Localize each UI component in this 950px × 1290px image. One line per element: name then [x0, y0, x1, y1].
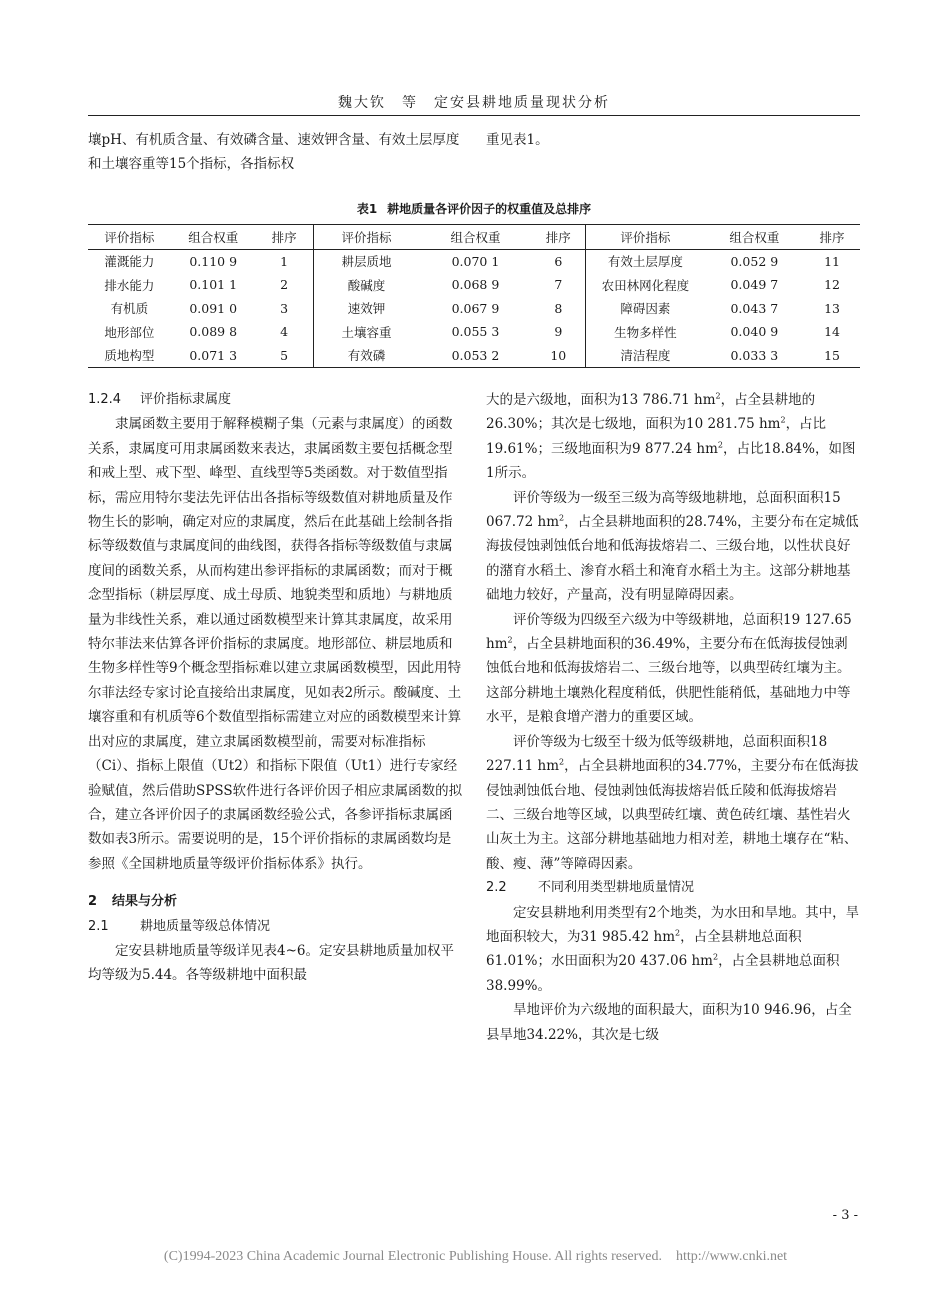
- table-row: [88, 320, 860, 344]
- superscript: 2: [715, 391, 721, 401]
- section-heading-1-2-4: [88, 388, 463, 412]
- table-cell: 灌溉能力: [104, 254, 155, 270]
- paragraph-medium-grade: [486, 608, 861, 730]
- table-cell: 14: [824, 324, 840, 340]
- superscript: 2: [559, 757, 565, 767]
- table-cell: 有效磷: [313, 344, 419, 368]
- table-header-cell: 评价指标: [104, 229, 155, 245]
- table-row: [88, 344, 860, 368]
- section-heading-2-2: [486, 876, 861, 900]
- table-cell: 11: [824, 253, 840, 269]
- table-cell: 0.043 7: [730, 300, 779, 316]
- table-cell: 0.070 1: [451, 253, 500, 269]
- table-cell: 2: [280, 277, 289, 293]
- table-cell: 0.049 7: [730, 277, 779, 293]
- top-text-right: [486, 128, 861, 152]
- table1-number: 表1: [356, 202, 378, 216]
- superscript: 2: [507, 635, 513, 645]
- table-cell: 1: [280, 253, 289, 269]
- left-column: [88, 388, 463, 988]
- table-header-row: [88, 225, 860, 250]
- table-cell: 0.052 9: [730, 253, 779, 269]
- table-cell: 10: [550, 347, 567, 363]
- text-run: 评价等级为七级至十级为低等级耕地，总面积面积18 227.11 hm: [486, 733, 828, 775]
- table-cell: 排水能力: [104, 277, 155, 293]
- text-run: 评价等级为一级至三级为高等级地耕地，总面积面积15 067.72 hm: [486, 489, 841, 531]
- paragraph-dryland: 旱地评价为六级地的面积最大，面积为10 946.96，占全县旱地34.22%，其次是七级: [486, 1002, 852, 1043]
- superscript: 2: [675, 928, 681, 938]
- table-cell: 9: [554, 324, 563, 340]
- text-run: ，占全县耕地总面积61.01%；水田面积为20 437.06 hm: [486, 928, 802, 970]
- table-cell: 0.053 2: [451, 347, 500, 363]
- text-run: ，占全县耕地面积的28.74%，主要分布在定城低海拔侵蚀剥蚀低台地和低海拔熔岩二、三级台地，以性状良好的潴育水稻土、渗育水稻土和淹育水稻土为主。这部分耕地基础地力较好，产量高，没有明显障碍因素。: [486, 514, 859, 604]
- paragraph-land-use: [486, 901, 861, 999]
- text-run: 定安县耕地利用类型有2个地类，为水田和旱地。其中，旱地面积较大，为31 985.42 hm: [486, 904, 860, 945]
- table-cell: 有效土层厚度: [586, 249, 705, 273]
- table-cell: 0.055 3: [451, 324, 500, 340]
- table1-caption: [88, 200, 860, 217]
- table-cell: 0.071 3: [189, 347, 238, 363]
- section-title: 结果与分析: [112, 894, 178, 910]
- section-number: 2: [88, 894, 98, 910]
- section-heading-2-1: [88, 915, 463, 939]
- table-cell: 地形部位: [104, 324, 155, 340]
- table-cell: 酸碱度: [313, 273, 419, 297]
- table-row: [88, 249, 860, 273]
- superscript: 2: [717, 440, 723, 450]
- text-run: 大的是六级地，面积为13 786.71 hm: [486, 392, 716, 408]
- section-title: 不同利用类型耕地质量情况: [538, 880, 695, 896]
- superscript: 2: [559, 513, 565, 523]
- table-cell: 6: [554, 253, 563, 269]
- text-run: ，占比18.84%，如图1所示。: [486, 440, 856, 482]
- table-cell: 生物多样性: [586, 320, 705, 344]
- table-cell: 耕层质地: [313, 249, 419, 273]
- table-cell: 0.101 1: [189, 277, 238, 293]
- weights-table: [88, 224, 860, 368]
- table-cell: 3: [280, 300, 289, 316]
- text-run: ，占全县耕地面积的34.77%，主要分布在低海拔侵蚀剥蚀低台地、侵蚀剥蚀低海拔熔岩低丘陵和低海拔熔岩二、三级台地等区域，以典型砖红壤、黄色砖红壤、基性岩火山灰土为主。这部分耕地基础地力相对差，耕地土壤存在“粘、酸、瘦、薄”等障碍因素。: [486, 758, 859, 872]
- table-cell: 7: [554, 277, 563, 293]
- table-row: [88, 297, 860, 321]
- table-cell: 0.067 9: [451, 300, 500, 316]
- table-header-cell: 排序: [271, 229, 297, 245]
- table-cell: 0.091 0: [189, 300, 238, 316]
- table-cell: 15: [824, 347, 840, 363]
- paragraph-low-grade: [486, 730, 861, 876]
- table-cell: 0.110 9: [189, 253, 238, 269]
- top-paragraph-right: 重见表1。: [486, 132, 549, 148]
- paragraph-overall-grade: 定安县耕地质量等级详见表4~6。定安县耕地质量加权平均等级为5.44。各等级耕地中面积最: [88, 942, 454, 984]
- header-authors: 魏大钦 等: [338, 95, 418, 111]
- text-run: ，占全县耕地的26.30%；其次是七级地，面积为10 281.75 hm: [486, 392, 816, 433]
- table-row: [88, 273, 860, 297]
- table-header-cell: 排序: [819, 229, 845, 245]
- table-header-cell: 组合权重: [729, 229, 780, 245]
- table-header-cell: 组合权重: [450, 229, 501, 245]
- table-cell: 质地构型: [104, 348, 155, 364]
- table1-caption-text: 耕地质量各评价因子的权重值及总排序: [387, 202, 592, 216]
- section-title: 耕地质量等级总体情况: [140, 918, 271, 934]
- table-cell: 0.089 8: [189, 324, 238, 340]
- right-column: [486, 388, 861, 1047]
- table-cell: 0.033 3: [730, 347, 779, 363]
- text-run: ，占全县耕地面积的36.49%，主要分布在低海拔侵蚀剥蚀低台地和低海拔熔岩二、三级台地等，以典型砖红壤为主。这部分耕地土壤熟化程度稍低，供肥性能稍低，基础地力中等水平，是粮食增产潜力的重要区域。: [486, 636, 851, 726]
- table-cell: 有机质: [110, 301, 149, 317]
- copyright-footer: (C)1994-2023 China Academic Journal Electronic Publishing House. All rights reserved. http://www.cnki.net: [163, 1249, 788, 1264]
- section-title: 评价指标隶属度: [140, 392, 232, 407]
- header-rule: [88, 115, 860, 116]
- table-cell: 0.040 9: [730, 324, 779, 340]
- paragraph-grade-areas: [486, 388, 861, 486]
- superscript: 2: [780, 415, 786, 425]
- section-number: 1.2.4: [88, 392, 122, 407]
- table-cell: 速效钾: [313, 297, 419, 321]
- table-cell: 13: [824, 300, 840, 316]
- section-number: 2.2: [486, 880, 507, 896]
- top-text-left: [88, 128, 463, 177]
- section-number: 2.1: [88, 918, 109, 934]
- table-cell: 8: [554, 300, 563, 316]
- table-cell: 障碍因素: [586, 297, 705, 321]
- table-header-cell: 组合权重: [188, 229, 239, 245]
- table-header-cell: 排序: [545, 229, 571, 245]
- paragraph-membership: 隶属函数主要用于解释模糊子集（元素与隶属度）的函数关系，隶属度可用隶属函数来表达，隶属函数主要包括概念型和戒上型、戒下型、峰型、直线型等5类函数。对于数值型指标，需应用特尔斐法先评估出各指标等级数值对耕地质量及作物生长的影响，确定对应的隶属度，然后在此基础上绘制各指标等级数值与隶属度间的曲线图，获得各指标等级数值与隶属度间的函数关系，从而构建出参评指标的隶属函数；而对于概念型指标（耕层厚度、成土母质、地貌类型和质地）与耕地质量为非线性关系，难以通过函数模型来计算其隶属度，故采用特尔菲法来估算各评价指标的隶属度。地形部位、耕层地质和生物多样性等9个概念型指标难以建立隶属函数模型，因此用特尔菲法经专家讨论直接给出隶属度，见如表2所示。酸碱度、土壤容重和有机质等6个数值型指标需建立对应的函数模型来计算出对应的隶属度，建立隶属函数模型前，需要对标准指标（Ci）、指标上限值（Ut2）和指标下限值（Ut1）进行专家经验赋值，然后借助SPSS软件进行各评价因子相应隶属函数的拟合，建立各评价因子的隶属函数经验公式，各参评指标隶属函数如表3所示。需要说明的是，15个评价指标的隶属函数均是参照《全国耕地质量等级评价指标体系》执行。: [88, 416, 463, 872]
- table-header-cell: 评价指标: [586, 225, 705, 250]
- table-cell: 12: [824, 277, 840, 293]
- paragraph-high-grade: [486, 486, 861, 608]
- text-run: ，占全县耕地总面积38.99%。: [486, 953, 840, 994]
- table-cell: 5: [280, 347, 289, 363]
- table-cell: 土壤容重: [313, 320, 419, 344]
- top-paragraph-left: 壤pH、有机质含量、有效磷含量、速效钾含量、有效土层厚度和土壤容重等15个指标，各指标权: [88, 132, 460, 173]
- page-number: - 3 -: [832, 1208, 858, 1223]
- text-run: ，占比19.61%；三级地面积为9 877.24 hm: [486, 416, 827, 457]
- header-title: 定安县耕地质量现状分析: [434, 95, 610, 111]
- superscript: 2: [712, 952, 719, 962]
- table-header-cell: 评价指标: [313, 225, 419, 250]
- text-run: 评价等级为四级至六级为中等级耕地，总面积19 127.65 hm: [486, 611, 852, 653]
- table-cell: 0.068 9: [451, 277, 500, 293]
- section-heading-2: [88, 890, 463, 914]
- running-header: [88, 92, 860, 112]
- table-cell: 清洁程度: [586, 344, 705, 368]
- table-cell: 农田林网化程度: [586, 273, 705, 297]
- table-cell: 4: [280, 324, 289, 340]
